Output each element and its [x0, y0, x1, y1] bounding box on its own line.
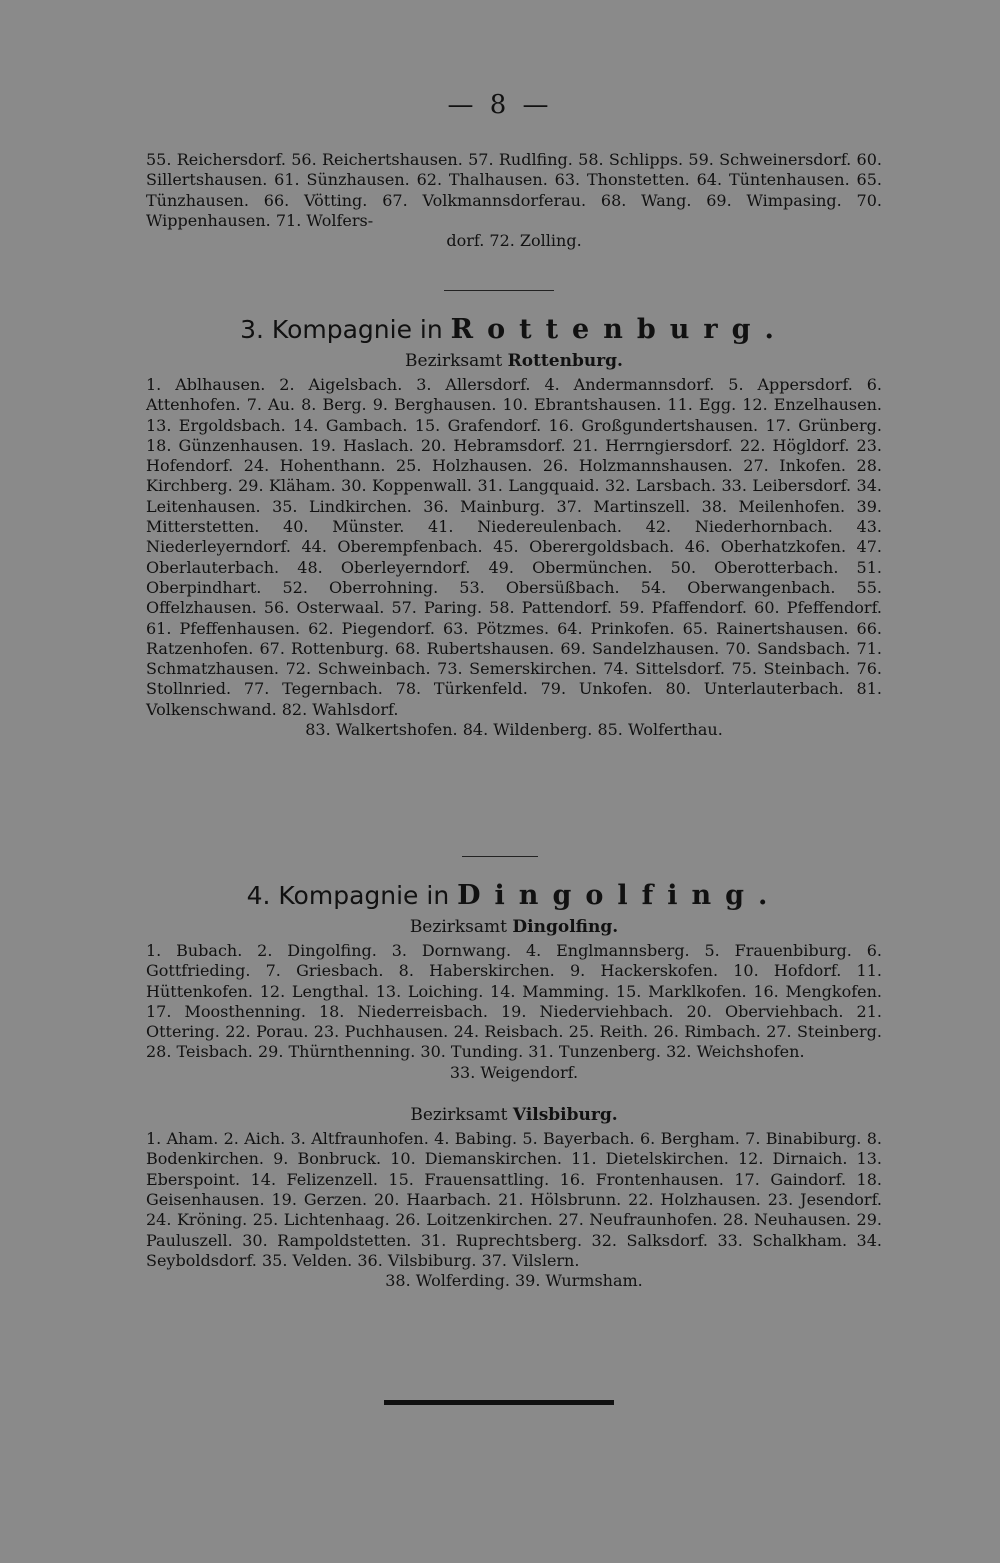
- section-4-heading-prefix: 4. Kompagnie in: [246, 881, 450, 910]
- district-name: Dingolfing.: [512, 917, 619, 937]
- section-4-list-2: 1. Aham. 2. Aich. 3. Altfraunhofen. 4. Babing. 5. Bayerbach. 6. Bergham. 7. Binabiburg. 8. Bodenkirchen. 9. Bonbruck. 10. Diemanskirchen. 11. Dietelskirchen. 12. Dirnaich. 13. Eberspoint. 14. Felizenzell. 15. Frauensattling. 16. Frontenhausen. 17. Gaindorf. 18. Geisenhausen. 19. Gerzen. 20. Haarbach. 21. Hölsbrunn. 22. Holzhausen. 23. Jesendorf. 24. Kröning. 25. Lichtenhaag. 26. Loitzenkirchen. 27. Neufraunhofen. 28. Neuhausen. 29. Pauluszell. 30. Rampoldstetten. 31. Ruprechtsberg. 32. Salksdorf. 33. Schalkham. 34. Seyboldsdorf. 35. Velden. 36. Vilsbiburg. 37. Vilslern.: [146, 1129, 882, 1270]
- section-4-list-1: 1. Bubach. 2. Dingolfing. 3. Dornwang. 4. Englmannsberg. 5. Frauenbiburg. 6. Gottfrieding. 7. Griesbach. 8. Haberskirchen. 9. Hackerskofen. 10. Hofdorf. 11. Hüttenkofen. 12. Lengthal. 13. Loiching. 14. Mamming. 15. Marklkofen. 16. Mengkofen. 17. Moosthenning. 18. Niederreisbach. 19. Niederviehbach. 20. Oberviehbach. 21. Ottering. 22. Porau. 23. Puchhausen. 24. Reisbach. 25. Reith. 26. Rimbach. 27. Steinberg. 28. Teisbach. 29. Thürnthenning. 30. Tunding. 31. Tunzenberg. 32. Weichshofen.: [146, 941, 882, 1062]
- intro-paragraph: 55. Reichersdorf. 56. Reichertshausen. 57. Rudlfing. 58. Schlipps. 59. Schweinersdorf. 60. Sillertshausen. 61. Sünzhausen. 62. Thalhausen. 63. Thonstetten. 64. Tüntenhausen. 65. Tünzhausen. 66. Vötting. 67. Volkmannsdorferau. 68. Wang. 69. Wimpasing. 70. Wippenhausen. 71. Wolfers-: [146, 150, 882, 230]
- section-3-heading: [146, 314, 882, 345]
- section-4-district-2: [146, 1105, 882, 1125]
- section-divider: [462, 856, 538, 857]
- intro-list: [146, 150, 882, 251]
- section-4-last-line-2: 38. Wolferding. 39. Wurmsham.: [385, 1271, 643, 1291]
- section-3: [146, 314, 882, 740]
- intro-last-line: dorf. 72. Zolling.: [446, 231, 582, 251]
- section-4-heading-town: Dingolfing.: [457, 880, 782, 911]
- section-4-district-1: [146, 917, 882, 937]
- section-3-last-line: 83. Walkertshofen. 84. Wildenberg. 85. Wolferthau.: [305, 720, 723, 740]
- district-prefix: Bezirksamt: [410, 1105, 508, 1126]
- section-3-district: [146, 351, 882, 371]
- section-3-heading-town: Rottenburg.: [450, 314, 788, 345]
- section-4: [146, 880, 882, 1291]
- section-3-list: 1. Ablhausen. 2. Aigelsbach. 3. Allersdorf. 4. Andermannsdorf. 5. Appersdorf. 6. Attenhofen. 7. Au. 8. Berg. 9. Berghausen. 10. Ebrantshausen. 11. Egg. 12. Enzelhausen. 13. Ergoldsbach. 14. Gambach. 15. Grafendorf. 16. Großgundertshausen. 17. Grünberg. 18. Günzenhausen. 19. Haslach. 20. Hebramsdorf. 21. Herrngiersdorf. 22. Högldorf. 23. Hofendorf. 24. Hohenthann. 25. Holzhausen. 26. Holzmannshausen. 27. Inkofen. 28. Kirchberg. 29. Kläham. 30. Koppenwall. 31. Langquaid. 32. Larsbach. 33. Leibersdorf. 34. Leitenhausen. 35. Lindkirchen. 36. Mainburg. 37. Martinszell. 38. Meilenhofen. 39. Mitterstetten. 40. Münster. 41. Niedereulenbach. 42. Niederhornbach. 43. Niederleyerndorf. 44. Oberempfenbach. 45. Oberergoldsbach. 46. Oberhatzkofen. 47. Oberlauterbach. 48. Oberleyerndorf. 49. Obermünchen. 50. Oberotterbach. 51. Oberpindhart. 52. Oberrohning. 53. Obersüßbach. 54. Oberwangenbach. 55. Offelzhausen. 56. Osterwaal. 57. Paring. 58. Pattendorf. 59. Pfaffendorf. 60. Pfeffendorf. 61. Pfeffenhausen. 62. Piegendorf. 63. Pötzmes. 64. Prinkofen. 65. Rainertshausen. 66. Ratzenhofen. 67. Rottenburg. 68. Rubertshausen. 69. Sandelzhausen. 70. Sandsbach. 71. Schmatzhausen. 72. Schweinbach. 73. Semerskirchen. 74. Sittelsdorf. 75. Steinbach. 76. Stollnried. 77. Tegernbach. 78. Türkenfeld. 79. Unkofen. 80. Unterlauterbach. 81. Volkenschwand. 82. Wahlsdorf.: [146, 375, 882, 719]
- district-name: Rottenburg.: [507, 351, 623, 371]
- section-divider: [444, 290, 554, 291]
- page-number: — 8 —: [447, 90, 553, 120]
- end-rule: [384, 1400, 614, 1405]
- section-4-last-line-1: 33. Weigendorf.: [449, 1062, 579, 1082]
- section-3-heading-prefix: 3. Kompagnie in: [240, 315, 443, 344]
- section-4-heading: [146, 880, 882, 911]
- district-prefix: Bezirksamt: [409, 917, 507, 937]
- district-name: Vilsbiburg.: [512, 1105, 618, 1126]
- district-prefix: Bezirksamt: [405, 351, 503, 371]
